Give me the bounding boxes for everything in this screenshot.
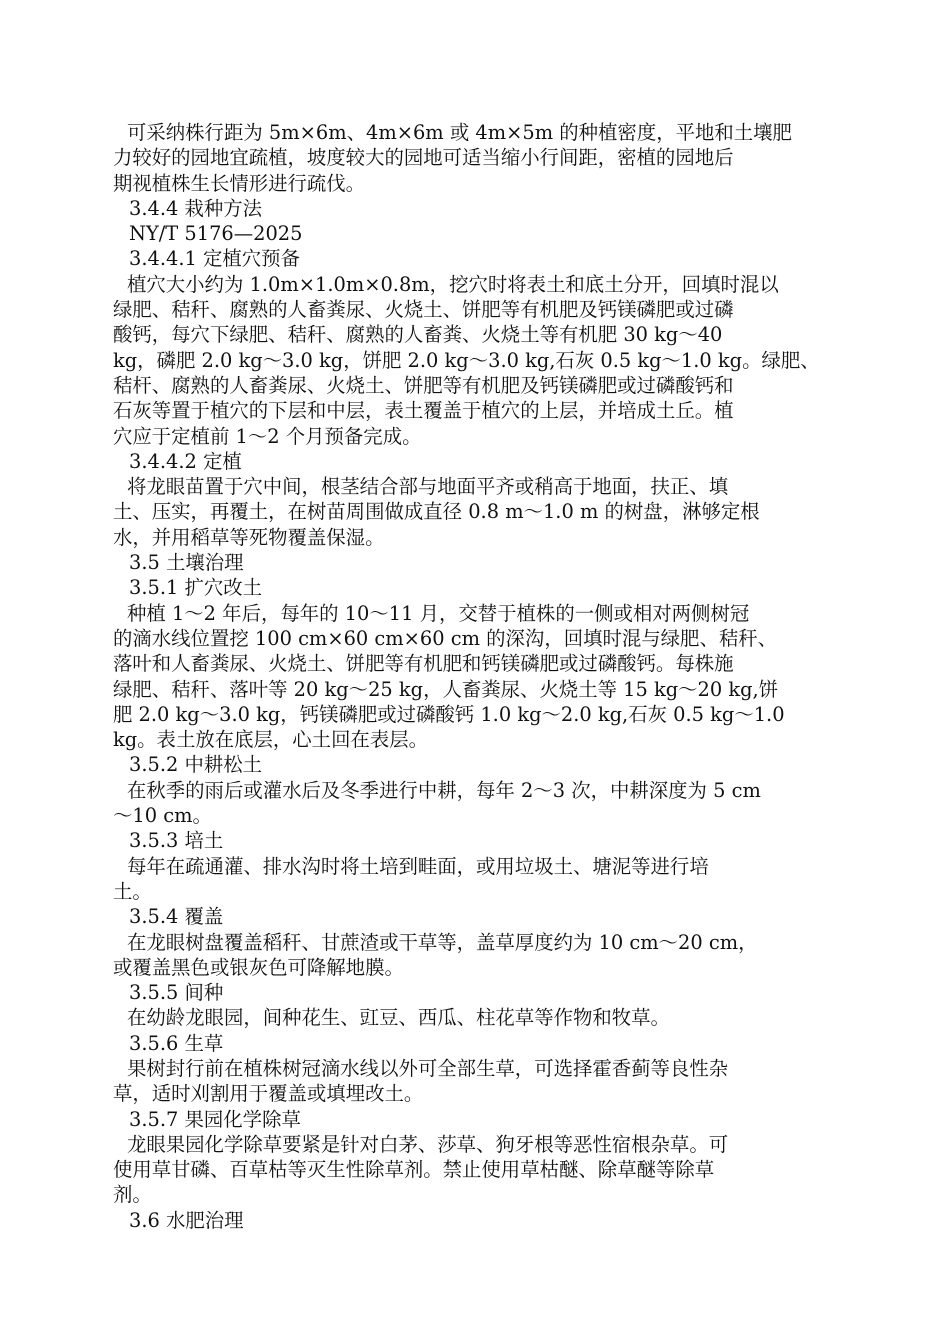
- section-heading: 3.5.2 中耕松土: [129, 753, 263, 777]
- section-heading: 3.5.1 扩穴改土: [129, 576, 263, 600]
- text-line: 种植 1～2 年后，每年的 10～11 月，交替于植株的一侧或相对两侧树冠: [127, 601, 750, 625]
- section-heading: 3.4.4 栽种方法: [129, 196, 263, 220]
- section-heading: 3.5.6 生草: [129, 1031, 224, 1055]
- text-line: 酸钙，每穴下绿肥、秸秆、腐熟的人畜粪、火烧土等有机肥 30 kg～40: [113, 323, 723, 347]
- text-line: 果树封行前在植株树冠滴水线以外可全部生草，可选择霍香蓟等良性杂: [127, 1056, 729, 1080]
- text-line: kg。表土放在底层，心土回在表层。: [113, 728, 429, 752]
- text-line: 将龙眼苗置于穴中间，根茎结合部与地面平齐或稍高于地面，扶正、填: [127, 475, 729, 499]
- section-heading: 3.4.4.2 定植: [129, 449, 242, 473]
- text-line: 期视植株生长情形进行疏伐。: [113, 171, 366, 195]
- text-line: 土、压实，再覆土，在树苗周围做成直径 0.8 m～1.0 m 的树盘，淋够定根: [113, 500, 760, 524]
- section-heading: 3.5.7 果园化学除草: [129, 1107, 301, 1131]
- text-line: ～10 cm。: [113, 804, 212, 828]
- text-line: 石灰等置于植穴的下层和中层，表土覆盖于植穴的上层，并培成土丘。植: [113, 399, 734, 423]
- text-line: 龙眼果园化学除草要紧是针对白茅、莎草、狗牙根等恶性宿根杂草。可: [127, 1132, 729, 1156]
- text-line: 的滴水线位置挖 100 cm×60 cm×60 cm 的深沟，回填时混与绿肥、秸秆、: [113, 626, 778, 650]
- text-line: 在龙眼树盘覆盖稻秆、甘蔗渣或干草等，盖草厚度约为 10 cm～20 cm，: [127, 930, 758, 954]
- text-line: 在幼龄龙眼园，间种花生、豇豆、西瓜、柱花草等作物和牧草。: [127, 1006, 670, 1030]
- document-page: [113, 120, 838, 1233]
- text-line: 使用草甘磷、百草枯等灭生性除草剂。禁止使用草枯醚、除草醚等除草: [113, 1158, 715, 1182]
- text-line: 肥 2.0 kg～3.0 kg，钙镁磷肥或过磷酸钙 1.0 kg～2.0 kg,石灰 0.5 kg～1.0: [113, 702, 785, 726]
- text-line: 土。: [113, 879, 152, 903]
- text-line: 穴应于定植前 1～2 个月预备完成。: [113, 424, 422, 448]
- section-heading: NY/T 5176—2025: [129, 222, 303, 246]
- text-line: 水，并用稻草等死物覆盖保湿。: [113, 525, 385, 549]
- text-line: 植穴大小约为 1.0m×1.0m×0.8m，挖穴时将表土和底土分开，回填时混以: [127, 272, 779, 296]
- section-heading: 3.4.4.1 定植穴预备: [129, 247, 300, 271]
- text-line: 草，适时刈割用于覆盖或填埋改土。: [113, 1082, 424, 1106]
- text-line: 在秋季的雨后或灌水后及冬季进行中耕，每年 2～3 次，中耕深度为 5 cm: [127, 778, 761, 802]
- text-line: kg，磷肥 2.0 kg～3.0 kg，饼肥 2.0 kg～3.0 kg,石灰 0.5 kg～1.0 kg。绿肥、: [113, 348, 820, 372]
- section-heading: 3.6 水肥治理: [129, 1208, 244, 1232]
- text-line: 绿肥、秸秆、落叶等 20 kg～25 kg，人畜粪尿、火烧土等 15 kg～20 kg,饼: [113, 677, 779, 701]
- section-heading: 3.5.4 覆盖: [129, 905, 224, 929]
- text-line: 或覆盖黑色或银灰色可降解地膜。: [113, 955, 404, 979]
- text-line: 每年在疏通灌、排水沟时将土培到畦面，或用垃圾土、塘泥等进行培: [127, 854, 709, 878]
- section-heading: 3.5.3 培土: [129, 829, 224, 853]
- text-line: 剂。: [113, 1183, 152, 1207]
- text-line: 落叶和人畜粪尿、火烧土、饼肥等有机肥和钙镁磷肥或过磷酸钙。每株施: [113, 652, 734, 676]
- text-line: 秸杆、腐熟的人畜粪尿、火烧土、饼肥等有机肥及钙镁磷肥或过磷酸钙和: [113, 373, 734, 397]
- text-line: 力较好的园地宜疏植，坡度较大的园地可适当缩小行间距，密植的园地后: [113, 146, 734, 170]
- text-line: 绿肥、秸秆、腐熟的人畜粪尿、火烧土、饼肥等有机肥及钙镁磷肥或过磷: [113, 298, 734, 322]
- text-line: 可采纳株行距为 5m×6m、4m×6m 或 4m×5m 的种植密度，平地和土壤肥: [127, 121, 792, 144]
- section-heading: 3.5 土壤治理: [129, 551, 244, 575]
- section-heading: 3.5.5 间种: [129, 981, 224, 1005]
